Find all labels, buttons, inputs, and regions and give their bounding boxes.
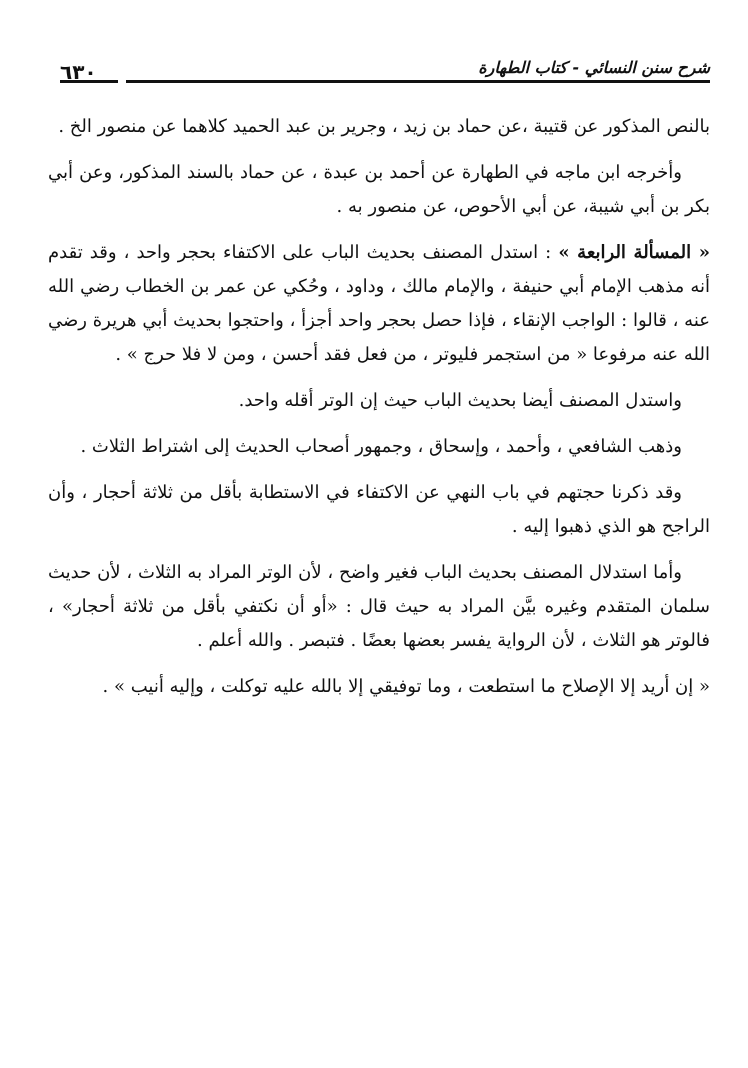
page-number: ٦٣٠ <box>60 60 97 84</box>
paragraph-8 <box>48 670 710 704</box>
paragraph-text: واستدل المصنف أيضا بحديث الباب حيث إن الوتر أقله واحد. <box>238 390 682 411</box>
page-body <box>48 110 710 716</box>
paragraph-2 <box>48 156 710 224</box>
running-title: شرح سنن النسائي - كتاب الطهارة <box>478 58 710 77</box>
paragraph-5 <box>48 430 710 464</box>
page-header <box>60 52 710 86</box>
paragraph-text: وأخرجه ابن ماجه في الطهارة عن أحمد بن عبدة ، عن حماد بالسند المذكور، وعن أبي بكر بن أبي شيبة، عن أبي الأحوص، عن منصور به . <box>48 162 710 217</box>
paragraph-text: وأما استدلال المصنف بحديث الباب فغير واضح ، لأن الوتر المراد به الثلاث ، لأن حديث سلمان المتقدم وغيره بيَّن المراد به حيث قال : «أو أن نكتفي بأقل من ثلاثة أحجار» ، فالوتر هو الثلاث ، لأن الرواية يفسر بعضها بعضًا . فتبصر . والله أعلم . <box>48 562 710 651</box>
paragraph-6 <box>48 476 710 544</box>
paragraph-7 <box>48 556 710 658</box>
paragraph-4 <box>48 384 710 418</box>
paragraph-3 <box>48 236 710 372</box>
paragraph-text: وقد ذكرنا حجتهم في باب النهي عن الاكتفاء في الاستطابة بأقل من ثلاثة أحجار ، وأن الراجح هو الذي ذهبوا إليه . <box>48 482 710 537</box>
paragraph-text: وذهب الشافعي ، وأحمد ، وإسحاق ، وجمهور أصحاب الحديث إلى اشتراط الثلاث . <box>80 436 682 457</box>
page-number-rule <box>60 80 118 83</box>
paragraph-1 <box>48 110 710 144</box>
paragraph-text: : استدل المصنف بحديث الباب على الاكتفاء بحجر واحد ، وقد تقدم أنه مذهب الإمام أبي حنيفة ، والإمام مالك ، وداود ، وحُكي عن عمر بن الخطاب رضي الله عنه ، قالوا : الواجب الإنقاء ، فإذا حصل بحجر واحد أجزأ ، واحتجوا بحديث أبي هريرة رضي الله عنه مرفوعا « من استجمر فليوتر ، من فعل فقد أحسن ، ومن لا فلا حرج » . <box>48 242 710 365</box>
paragraph-text: « إن أريد إلا الإصلاح ما استطعت ، وما توفيقي إلا بالله عليه توكلت ، وإليه أنيب » . <box>102 676 710 697</box>
paragraph-text: بالنص المذكور عن قتيبة ،عن حماد بن زيد ، وجرير بن عبد الحميد كلاهما عن منصور الخ . <box>58 116 710 137</box>
header-rule <box>126 80 710 83</box>
section-label: « المسألة الرابعة » <box>558 242 710 263</box>
